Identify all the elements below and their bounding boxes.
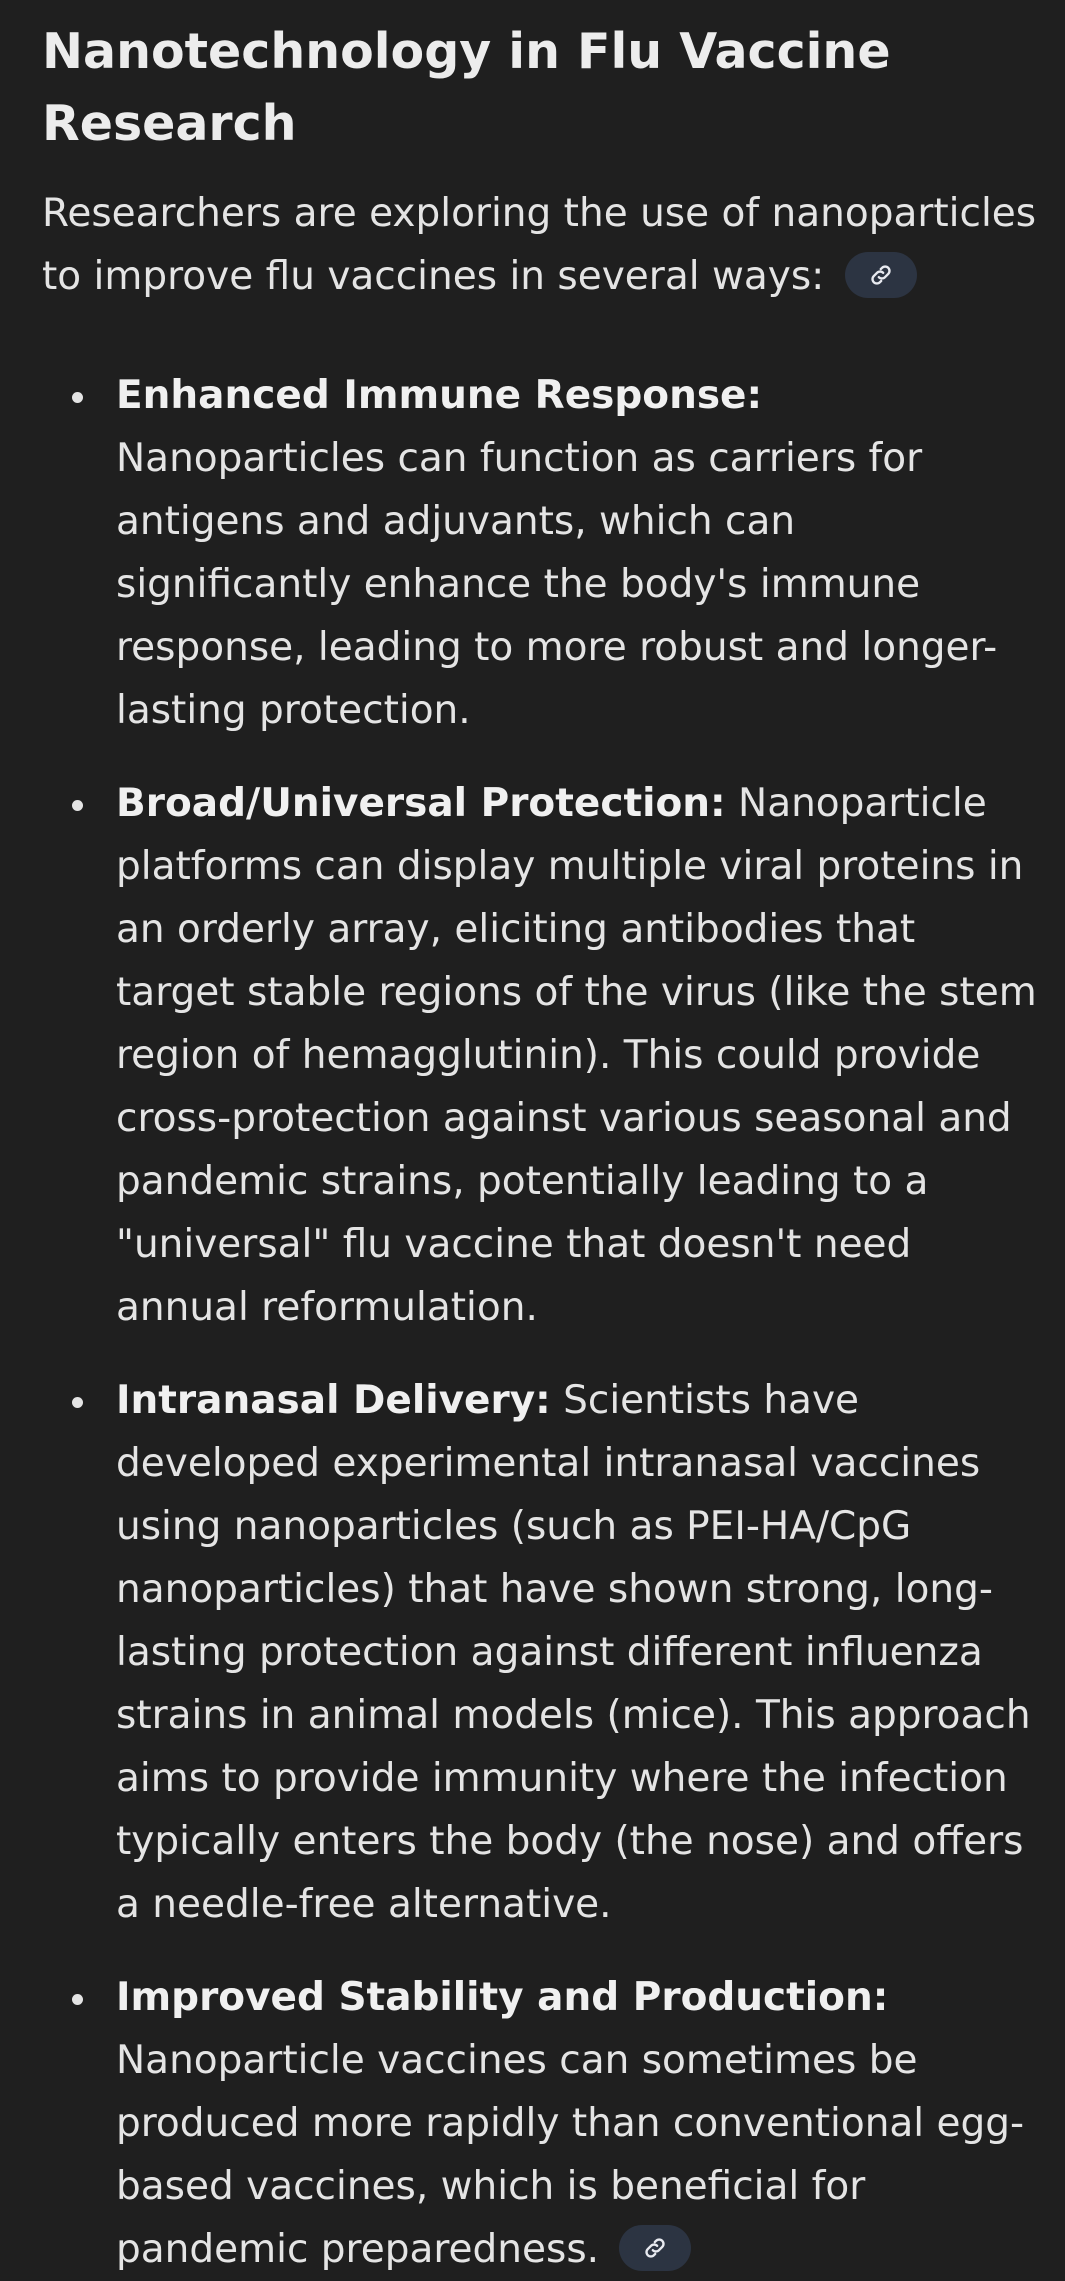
- list-item: [42, 1369, 1041, 1936]
- point-text: Nanoparticles can function as carriers for antigens and adjuvants, which can significantly enhance the body's immune response, leading to more robust and longer-lasting protection.: [116, 436, 998, 733]
- point-text: Nanoparticle platforms can display multiple viral proteins in an orderly array, eliciting antibodies that target stable regions of the virus (like the stem region of hemagglutinin). This could provide cross-protection against various seasonal and pandemic strains, potentially leading to a "universal" flu vaccine that doesn't need annual reformulation.: [116, 781, 1037, 1330]
- link-icon: [642, 2235, 668, 2261]
- intro-paragraph: [42, 182, 1041, 308]
- point-title: Enhanced Immune Response:: [116, 373, 763, 418]
- point-title: Improved Stability and Production:: [116, 1975, 889, 2020]
- list-item: [42, 364, 1041, 742]
- citation-chip[interactable]: [619, 2225, 691, 2271]
- bullet-dot: [72, 800, 83, 811]
- point-title: Intranasal Delivery:: [116, 1378, 551, 1423]
- list-item: [42, 1966, 1041, 2281]
- link-icon: [868, 262, 894, 288]
- point-text: Nanoparticle vaccines can sometimes be produced more rapidly than conventional egg-based vaccines, which is beneficial for pandemic preparedness.: [116, 2038, 1025, 2272]
- point-text: Scientists have developed experimental intranasal vaccines using nanoparticles (such as PEI-HA/CpG nanoparticles) that have shown strong, long-lasting protection against different influenza strains in animal models (mice). This approach aims to provide immunity where the infection typically enters the body (the nose) and offers a needle-free alternative.: [116, 1378, 1031, 1927]
- intro-text: Researchers are exploring the use of nanoparticles to improve flu vaccines in several ways:: [42, 191, 1037, 299]
- bullet-dot: [72, 392, 83, 403]
- list-item: [42, 772, 1041, 1339]
- points-list: [42, 364, 1041, 2281]
- bullet-dot: [72, 1397, 83, 1408]
- point-title: Broad/Universal Protection:: [116, 781, 726, 826]
- page-title: Nanotechnology in Flu Vaccine Research: [42, 23, 891, 152]
- bullet-dot: [72, 1994, 83, 2005]
- citation-chip[interactable]: [845, 252, 917, 298]
